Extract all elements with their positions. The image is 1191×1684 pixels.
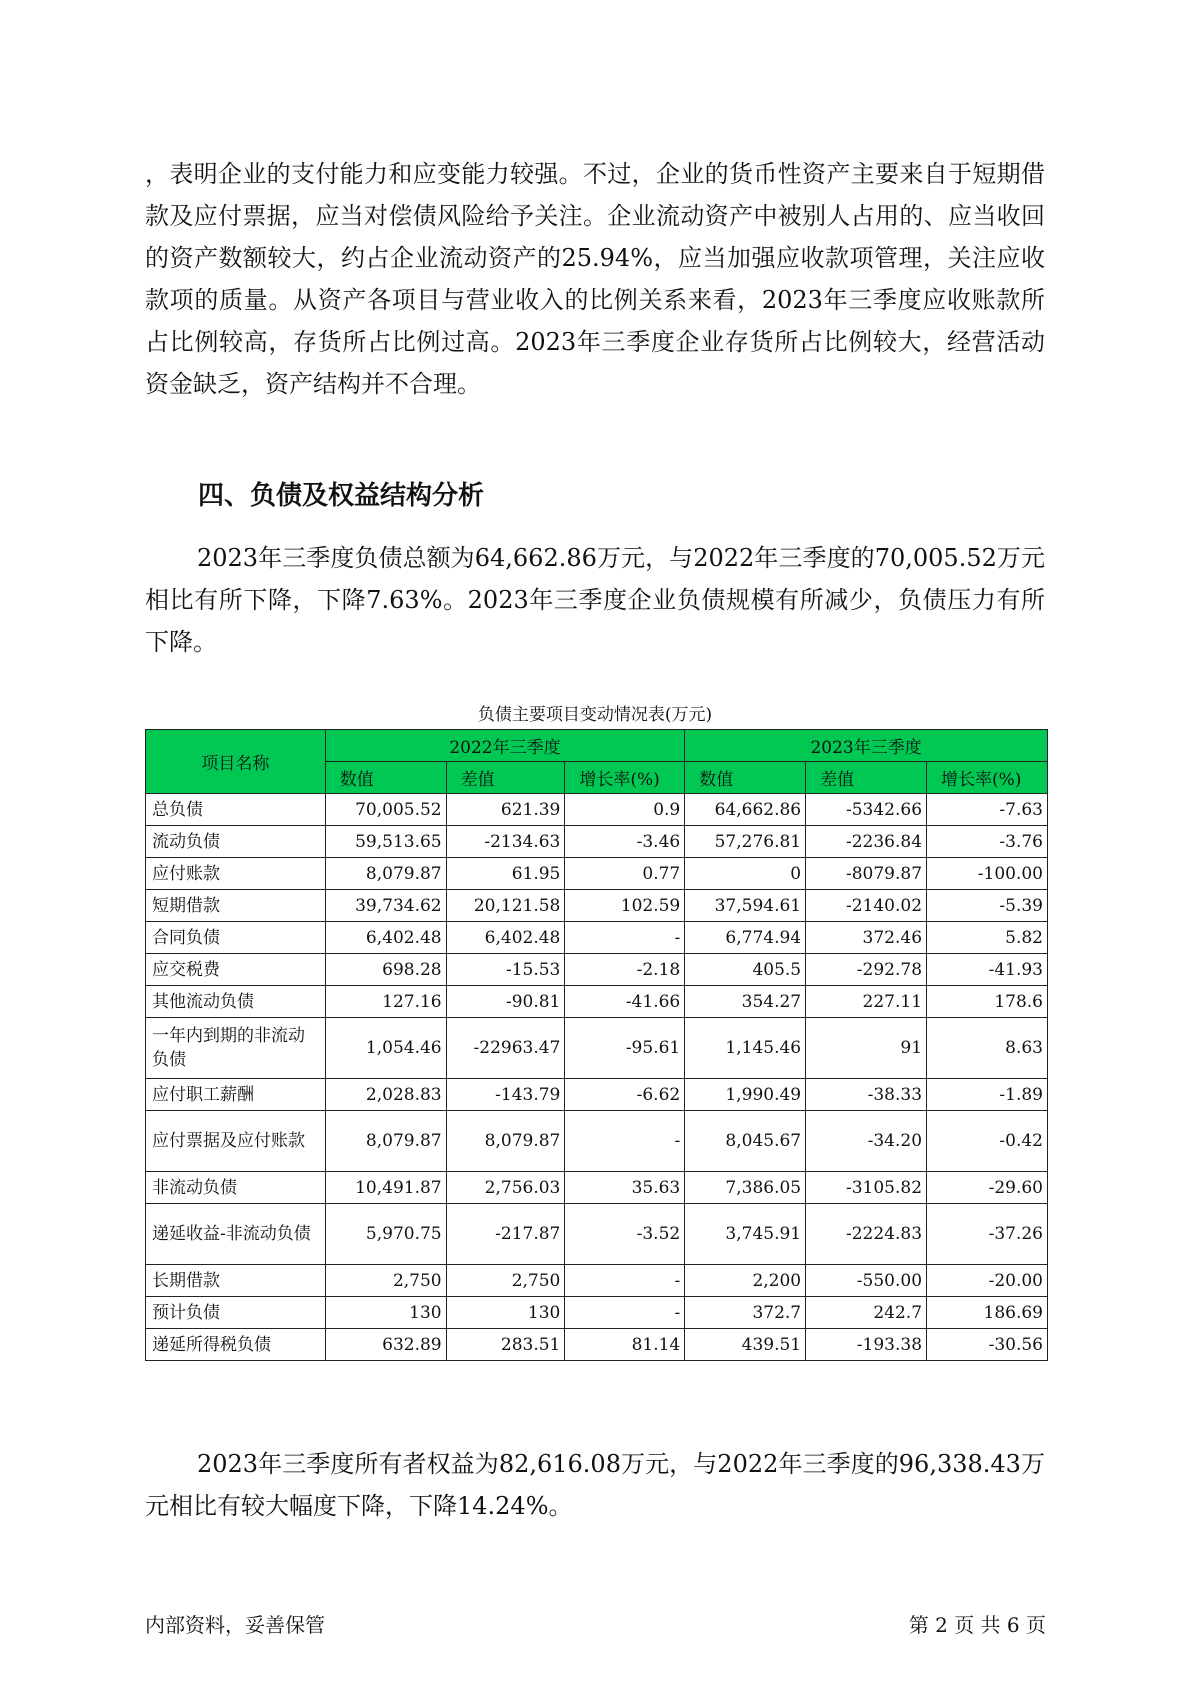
cell-growth-2023: -29.60 — [927, 1172, 1048, 1204]
cell-value-2022: 5,970.75 — [325, 1204, 446, 1265]
cell-diff-2022: -2134.63 — [446, 826, 565, 858]
cell-value-2023: 0 — [685, 858, 806, 890]
cell-growth-2023: 186.69 — [927, 1297, 1048, 1329]
cell-growth-2022: 102.59 — [565, 890, 685, 922]
cell-growth-2022: 0.77 — [565, 858, 685, 890]
cell-diff-2023: 91 — [806, 1018, 927, 1079]
row-item-name: 一年内到期的非流动负债 — [146, 1018, 326, 1079]
cell-diff-2022: 8,079.87 — [446, 1111, 565, 1172]
row-item-name: 非流动负债 — [146, 1172, 326, 1204]
cell-value-2022: 8,079.87 — [325, 1111, 446, 1172]
cell-growth-2023: 178.6 — [927, 986, 1048, 1018]
table-row — [146, 1265, 1048, 1297]
cell-value-2022: 2,750 — [325, 1265, 446, 1297]
table-row — [146, 922, 1048, 954]
header-diff-2023: 差值 — [806, 762, 927, 794]
row-item-name: 应付账款 — [146, 858, 326, 890]
cell-value-2023: 1,990.49 — [685, 1079, 806, 1111]
cell-diff-2022: -15.53 — [446, 954, 565, 986]
cell-value-2023: 1,145.46 — [685, 1018, 806, 1079]
cell-growth-2022: -3.46 — [565, 826, 685, 858]
cell-diff-2022: -217.87 — [446, 1204, 565, 1265]
cell-diff-2023: 242.7 — [806, 1297, 927, 1329]
footer-confidential-note: 内部资料，妥善保管 — [145, 1613, 325, 1637]
cell-value-2023: 372.7 — [685, 1297, 806, 1329]
cell-value-2022: 59,513.65 — [325, 826, 446, 858]
row-item-name: 流动负债 — [146, 826, 326, 858]
cell-value-2023: 57,276.81 — [685, 826, 806, 858]
table-row — [146, 826, 1048, 858]
header-growth-2023: 增长率(%) — [927, 762, 1048, 794]
cell-value-2023: 7,386.05 — [685, 1172, 806, 1204]
cell-diff-2023: 227.11 — [806, 986, 927, 1018]
cell-value-2023: 405.5 — [685, 954, 806, 986]
row-item-name: 递延收益-非流动负债 — [146, 1204, 326, 1265]
cell-growth-2022: -2.18 — [565, 954, 685, 986]
table-row — [146, 794, 1048, 826]
row-item-name: 其他流动负债 — [146, 986, 326, 1018]
cell-diff-2022: -143.79 — [446, 1079, 565, 1111]
row-item-name: 应付票据及应付账款 — [146, 1111, 326, 1172]
cell-value-2022: 130 — [325, 1297, 446, 1329]
cell-diff-2022: 2,750 — [446, 1265, 565, 1297]
cell-diff-2022: 130 — [446, 1297, 565, 1329]
cell-diff-2022: -22963.47 — [446, 1018, 565, 1079]
table-row — [146, 986, 1048, 1018]
table-row — [146, 1204, 1048, 1265]
cell-value-2022: 8,079.87 — [325, 858, 446, 890]
footer-page-number: 第 2 页 共 6 页 — [908, 1613, 1046, 1637]
row-item-name: 合同负债 — [146, 922, 326, 954]
header-period-2023: 2023年三季度 — [685, 730, 1048, 762]
cell-growth-2023: -7.63 — [927, 794, 1048, 826]
section-heading: 四、负债及权益结构分析 — [198, 481, 485, 511]
row-item-name: 应付职工薪酬 — [146, 1079, 326, 1111]
cell-diff-2023: -550.00 — [806, 1265, 927, 1297]
cell-growth-2022: -6.62 — [565, 1079, 685, 1111]
cell-diff-2023: -2140.02 — [806, 890, 927, 922]
cell-growth-2022: - — [565, 1265, 685, 1297]
cell-diff-2022: 6,402.48 — [446, 922, 565, 954]
row-item-name: 短期借款 — [146, 890, 326, 922]
cell-growth-2023: 5.82 — [927, 922, 1048, 954]
cell-diff-2022: -90.81 — [446, 986, 565, 1018]
cell-diff-2023: -2224.83 — [806, 1204, 927, 1265]
paragraph-liability-summary: 2023年三季度负债总额为64,662.86万元，与2022年三季度的70,005.52万元相比有所下降，下降7.63%。2023年三季度企业负债规模有所减少，负债压力有所下降。 — [145, 544, 1045, 656]
cell-growth-2023: -20.00 — [927, 1265, 1048, 1297]
table-row — [146, 890, 1048, 922]
cell-growth-2022: -95.61 — [565, 1018, 685, 1079]
cell-value-2022: 632.89 — [325, 1329, 446, 1361]
table-row — [146, 1018, 1048, 1079]
cell-growth-2022: 81.14 — [565, 1329, 685, 1361]
paragraph-equity-summary: 2023年三季度所有者权益为82,616.08万元，与2022年三季度的96,338.43万元相比有较大幅度下降，下降14.24%。 — [145, 1450, 1045, 1520]
table-body — [146, 794, 1048, 1361]
row-item-name: 总负债 — [146, 794, 326, 826]
cell-growth-2022: - — [565, 1297, 685, 1329]
cell-growth-2023: -30.56 — [927, 1329, 1048, 1361]
header-value-2023: 数值 — [685, 762, 806, 794]
cell-diff-2023: -3105.82 — [806, 1172, 927, 1204]
cell-diff-2022: 283.51 — [446, 1329, 565, 1361]
table-header-row — [146, 730, 1048, 762]
cell-diff-2023: -34.20 — [806, 1111, 927, 1172]
header-period-2022: 2022年三季度 — [325, 730, 685, 762]
cell-diff-2023: -8079.87 — [806, 858, 927, 890]
table-row — [146, 1111, 1048, 1172]
table-row — [146, 858, 1048, 890]
cell-growth-2023: -5.39 — [927, 890, 1048, 922]
cell-value-2022: 39,734.62 — [325, 890, 446, 922]
cell-value-2022: 2,028.83 — [325, 1079, 446, 1111]
cell-growth-2022: -41.66 — [565, 986, 685, 1018]
cell-growth-2023: -0.42 — [927, 1111, 1048, 1172]
cell-growth-2023: -1.89 — [927, 1079, 1048, 1111]
cell-value-2023: 354.27 — [685, 986, 806, 1018]
row-item-name: 长期借款 — [146, 1265, 326, 1297]
cell-diff-2023: 372.46 — [806, 922, 927, 954]
cell-growth-2023: -37.26 — [927, 1204, 1048, 1265]
cell-diff-2022: 621.39 — [446, 794, 565, 826]
cell-diff-2023: -2236.84 — [806, 826, 927, 858]
table-caption: 负债主要项目变动情况表(万元) — [477, 705, 713, 725]
table-row — [146, 1329, 1048, 1361]
cell-growth-2023: -41.93 — [927, 954, 1048, 986]
cell-growth-2022: - — [565, 1111, 685, 1172]
cell-value-2022: 10,491.87 — [325, 1172, 446, 1204]
header-value-2022: 数值 — [325, 762, 446, 794]
cell-diff-2022: 20,121.58 — [446, 890, 565, 922]
cell-value-2022: 698.28 — [325, 954, 446, 986]
paragraph-asset-structure: ，表明企业的支付能力和应变能力较强。不过，企业的货币性资产主要来自于短期借款及应付票据，应当对偿债风险给予关注。企业流动资产中被别人占用的、应当收回的资产数额较大，约占企业流动资产的25.94%，应当加强应收款项管理，关注应收款项的质量。从资产各项目与营业收入的比例关系来看，2023年三季度应收账款所占比例较高，存货所占比例过高。2023年三季度企业存货所占比例较大，经营活动资金缺乏，资产结构并不合理。 — [145, 160, 1045, 398]
liability-table — [145, 729, 1048, 1361]
cell-value-2023: 8,045.67 — [685, 1111, 806, 1172]
cell-growth-2022: 35.63 — [565, 1172, 685, 1204]
cell-value-2023: 3,745.91 — [685, 1204, 806, 1265]
cell-diff-2023: -193.38 — [806, 1329, 927, 1361]
cell-diff-2023: -38.33 — [806, 1079, 927, 1111]
row-item-name: 应交税费 — [146, 954, 326, 986]
cell-value-2023: 6,774.94 — [685, 922, 806, 954]
cell-value-2022: 1,054.46 — [325, 1018, 446, 1079]
cell-value-2022: 127.16 — [325, 986, 446, 1018]
table-row — [146, 1297, 1048, 1329]
cell-value-2023: 439.51 — [685, 1329, 806, 1361]
cell-value-2023: 2,200 — [685, 1265, 806, 1297]
cell-diff-2022: 2,756.03 — [446, 1172, 565, 1204]
table-row — [146, 1079, 1048, 1111]
header-diff-2022: 差值 — [446, 762, 565, 794]
cell-growth-2023: -100.00 — [927, 858, 1048, 890]
cell-diff-2022: 61.95 — [446, 858, 565, 890]
table-row — [146, 954, 1048, 986]
row-item-name: 递延所得税负债 — [146, 1329, 326, 1361]
cell-growth-2023: -3.76 — [927, 826, 1048, 858]
cell-diff-2023: -5342.66 — [806, 794, 927, 826]
cell-value-2022: 70,005.52 — [325, 794, 446, 826]
cell-growth-2022: -3.52 — [565, 1204, 685, 1265]
cell-value-2023: 64,662.86 — [685, 794, 806, 826]
cell-diff-2023: -292.78 — [806, 954, 927, 986]
header-growth-2022: 增长率(%) — [565, 762, 685, 794]
cell-growth-2023: 8.63 — [927, 1018, 1048, 1079]
table-row — [146, 1172, 1048, 1204]
header-item-name: 项目名称 — [146, 730, 326, 794]
cell-growth-2022: - — [565, 922, 685, 954]
cell-value-2023: 37,594.61 — [685, 890, 806, 922]
cell-value-2022: 6,402.48 — [325, 922, 446, 954]
row-item-name: 预计负债 — [146, 1297, 326, 1329]
cell-growth-2022: 0.9 — [565, 794, 685, 826]
